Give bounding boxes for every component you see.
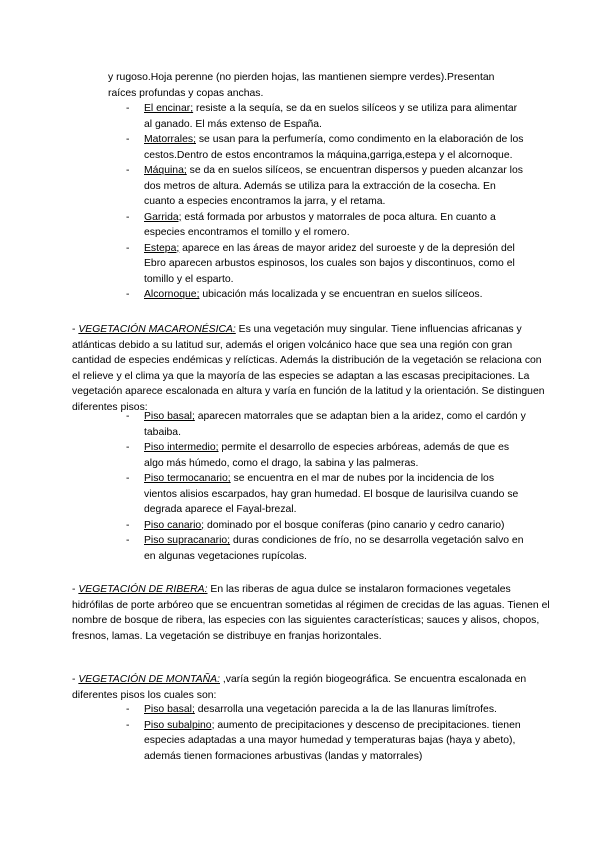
list-item-text: aparecen matorrales que se adaptan bien a la aridez, como el cardón y tabaiba. xyxy=(144,411,526,438)
macaronesica-floors-list xyxy=(126,409,526,564)
forest-types-list xyxy=(126,101,526,303)
section-heading-ribera: VEGETACIÓN DE RIBERA: xyxy=(78,584,208,595)
list-item-term: Máquina; xyxy=(144,165,187,176)
section-text: ,varía según la región biogeográfica. Se encuentra escalonada en diferentes pisos los cuales son: xyxy=(72,674,527,701)
intro-line-1: y rugoso.Hoja perenne (no pierden hojas, las mantienen siempre verdes).Presentan xyxy=(108,72,495,83)
dash-bullet: - xyxy=(126,473,130,484)
dash-bullet: - xyxy=(126,719,130,731)
dash-bullet: - xyxy=(126,535,130,546)
list-item-term: Piso subalpino; xyxy=(144,719,215,731)
list-item-term: Matorrales; xyxy=(144,134,196,145)
list-item-term: Garrida; xyxy=(144,211,182,223)
list-item-text: está formada por arbustos y matorrales de poca altura. En cuanto a especies encontramos el tomillo y el romero. xyxy=(144,211,496,238)
list-item-term: Piso intermedio; xyxy=(144,442,219,453)
list-item-term: Piso basal; xyxy=(144,704,195,715)
list-item-term: Estepa; xyxy=(144,242,180,254)
list-item-term: Piso supracanario; xyxy=(144,535,231,546)
list-item-text: dominado por el bosque coníferas (pino canario y cedro canario) xyxy=(204,519,505,531)
list-item-text: aparece en las áreas de mayor aridez del suroeste y de la depresión del Ebro aparecen arbustos espinosos, los cuales son bajos y discontinuos, como el tomillo y el esparto. xyxy=(144,242,515,285)
list-item xyxy=(126,409,526,440)
montana-floors-list xyxy=(126,702,526,764)
list-item-term: Piso canario; xyxy=(144,519,205,531)
dash-bullet: - xyxy=(126,211,130,223)
list-item-term: Piso termocanario; xyxy=(144,473,231,484)
section-prefix: - xyxy=(72,584,79,595)
section-heading-macaronesica: VEGETACIÓN MACARONÉSICA: xyxy=(78,324,236,335)
list-item-text: se da en suelos silíceos, se encuentran dispersos y pueden alcanzar los dos metros de altura. Además se utiliza para la extracción de la cosecha. En cuanto a especies encontramos la jarra, y el retama. xyxy=(144,165,523,207)
section-heading-montana: VEGETACIÓN DE MONTAÑA: xyxy=(78,674,220,685)
list-item xyxy=(126,163,526,210)
dash-bullet: - xyxy=(126,519,130,531)
dash-bullet: - xyxy=(126,165,130,176)
list-item-term: El encinar; xyxy=(144,103,194,114)
list-item-text: aumento de precipitaciones y descenso de precipitaciones. tienen especies adaptadas a una mayor humedad y temperaturas bajas (haya y abeto), además tienen formaciones arbustivas (landas y matorrales) xyxy=(144,719,521,762)
list-item-text: ubicación más localizada y se encuentran en suelos silíceos. xyxy=(199,289,483,300)
list-item xyxy=(126,241,526,288)
list-item xyxy=(126,132,526,163)
intro-line-2: raíces profundas y copas anchas. xyxy=(108,87,264,99)
list-item xyxy=(126,718,526,765)
section-prefix: - xyxy=(72,674,79,685)
montana-paragraph xyxy=(72,672,550,703)
list-item-term: Alcornoque; xyxy=(144,289,200,300)
list-item xyxy=(126,440,526,471)
dash-bullet: - xyxy=(126,134,130,145)
list-item-text: permite el desarrollo de especies arbóreas, además de que es algo más húmedo, como el drago, la sabina y las palmeras. xyxy=(144,442,510,469)
dash-bullet: - xyxy=(126,704,130,715)
list-item-text: resiste a la sequía, se da en suelos silíceos y se utiliza para alimentar al ganado. El más extenso de España. xyxy=(144,103,518,130)
list-item-text: duras condiciones de frío, no se desarrolla vegetación salvo en en algunas vegetaciones rupícolas. xyxy=(144,535,524,562)
macaronesica-paragraph xyxy=(72,322,550,415)
list-item-text: se encuentra en el mar de nubes por la incidencia de los vientos alisios escarpados, hay gran humedad. El bosque de laurisilva cuando se degrada aparece el Fayal-brezal. xyxy=(144,473,519,515)
list-item xyxy=(126,702,526,718)
list-item-term: Piso basal; xyxy=(144,411,195,422)
section-text: Es una vegetación muy singular. Tiene influencias africanas y atlánticas debido a su latitud sur, además el origen volcánico hace que sea una región con gran cantidad de especies endémicas y relícticas. Además la distribución de la vegetación se relaciona con el relieve y el clima ya que la mayoría de las especies se adaptan a las escasas precipitaciones. La vegetación aparece escalonada en altura y varía en función de la latitud y la orientación. Se distinguen diferentes pisos: xyxy=(72,324,545,413)
list-item xyxy=(126,101,526,132)
intro-paragraph xyxy=(108,70,550,101)
list-item xyxy=(126,287,526,303)
dash-bullet: - xyxy=(126,442,130,453)
dash-bullet: - xyxy=(126,289,130,300)
list-item xyxy=(126,210,526,241)
dash-bullet: - xyxy=(126,242,130,254)
ribera-paragraph xyxy=(72,582,550,644)
section-text: En las riberas de agua dulce se instalaron formaciones vegetales hidrófilas de porte arbóreo que se encuentran sometidas al régimen de crecidas de las aguas. Tienen el nombre de bosque de ribera, las especies con las siguientes características; sauces y alisos, chopos, fresnos, lamas. La vegetación se distribuye en franjas horizontales. xyxy=(72,584,550,642)
list-item-text: desarrolla una vegetación parecida a la de las llanuras limítrofes. xyxy=(194,704,497,715)
dash-bullet: - xyxy=(126,103,130,114)
list-item xyxy=(126,471,526,518)
section-prefix: - xyxy=(72,324,79,335)
list-item xyxy=(126,533,526,564)
list-item xyxy=(126,518,526,534)
list-item-text: se usan para la perfumería, como condimento en la elaboración de los cestos.Dentro de estos encontramos la máquina,garriga,estepa y el alcornoque. xyxy=(144,134,524,161)
dash-bullet: - xyxy=(126,411,130,422)
